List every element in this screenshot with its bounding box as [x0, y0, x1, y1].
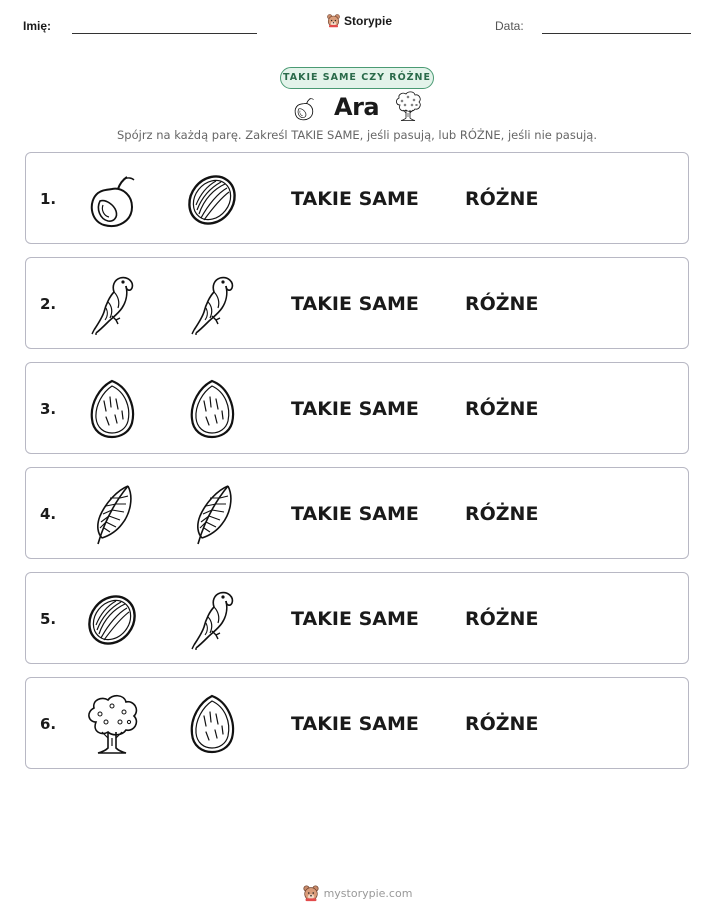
- footer: [0, 884, 714, 902]
- row-number: 5.: [40, 610, 57, 628]
- parrot-icon: [182, 587, 242, 651]
- page-title: Ara: [334, 93, 380, 121]
- option-different[interactable]: RÓŻNE: [465, 713, 539, 735]
- option-different[interactable]: RÓŻNE: [465, 293, 539, 315]
- row-number: 6.: [40, 715, 57, 733]
- worksheet-header: [0, 0, 714, 50]
- feather-icon: [182, 482, 242, 546]
- option-same[interactable]: TAKIE SAME: [291, 608, 419, 630]
- almond-icon: [82, 377, 142, 441]
- row-number: 4.: [40, 505, 57, 523]
- feather-icon: [82, 482, 142, 546]
- exercise-row: [25, 677, 689, 769]
- option-different[interactable]: RÓŻNE: [465, 188, 539, 210]
- name-write-line[interactable]: [72, 33, 257, 34]
- option-same[interactable]: TAKIE SAME: [291, 293, 419, 315]
- option-different[interactable]: RÓŻNE: [465, 503, 539, 525]
- row-number: 2.: [40, 295, 57, 313]
- date-write-line[interactable]: [542, 33, 691, 34]
- parrot-icon: [82, 272, 142, 336]
- row-number: 3.: [40, 400, 57, 418]
- almond-icon: [182, 692, 242, 756]
- parrot-icon: [182, 272, 242, 336]
- almond-icon: [182, 377, 242, 441]
- option-same[interactable]: TAKIE SAME: [291, 503, 419, 525]
- option-different[interactable]: RÓŻNE: [465, 398, 539, 420]
- exercise-row: [25, 152, 689, 244]
- tree-icon: [393, 90, 423, 122]
- option-different[interactable]: RÓŻNE: [465, 608, 539, 630]
- name-label: Imię:: [23, 19, 52, 33]
- exercise-row: [25, 257, 689, 349]
- seed-icon: [182, 167, 242, 231]
- option-same[interactable]: TAKIE SAME: [291, 398, 419, 420]
- exercise-row: [25, 467, 689, 559]
- exercise-row: [25, 572, 689, 664]
- title-row: [0, 90, 714, 126]
- instructions-text: Spójrz na każdą parę. Zakreśl TAKIE SAME, jeśli pasują, lub RÓŻNE, jeśli nie pasują.: [116, 128, 598, 142]
- option-same[interactable]: TAKIE SAME: [291, 188, 419, 210]
- tree-icon: [82, 692, 142, 756]
- option-same[interactable]: TAKIE SAME: [291, 713, 419, 735]
- storypie-logo: [326, 13, 392, 28]
- row-number: 1.: [40, 190, 57, 208]
- logo-text: Storypie: [344, 13, 393, 28]
- activity-badge: TAKIE SAME CZY RÓŻNE: [280, 67, 434, 89]
- bear-icon: [302, 884, 320, 902]
- footer-url: mystorypie.com: [323, 886, 413, 900]
- bear-icon: [326, 13, 341, 28]
- plum-icon: [82, 167, 142, 231]
- date-label: Data:: [495, 19, 524, 33]
- exercise-row: [25, 362, 689, 454]
- plum-icon: [290, 94, 318, 122]
- seed-icon: [82, 587, 142, 651]
